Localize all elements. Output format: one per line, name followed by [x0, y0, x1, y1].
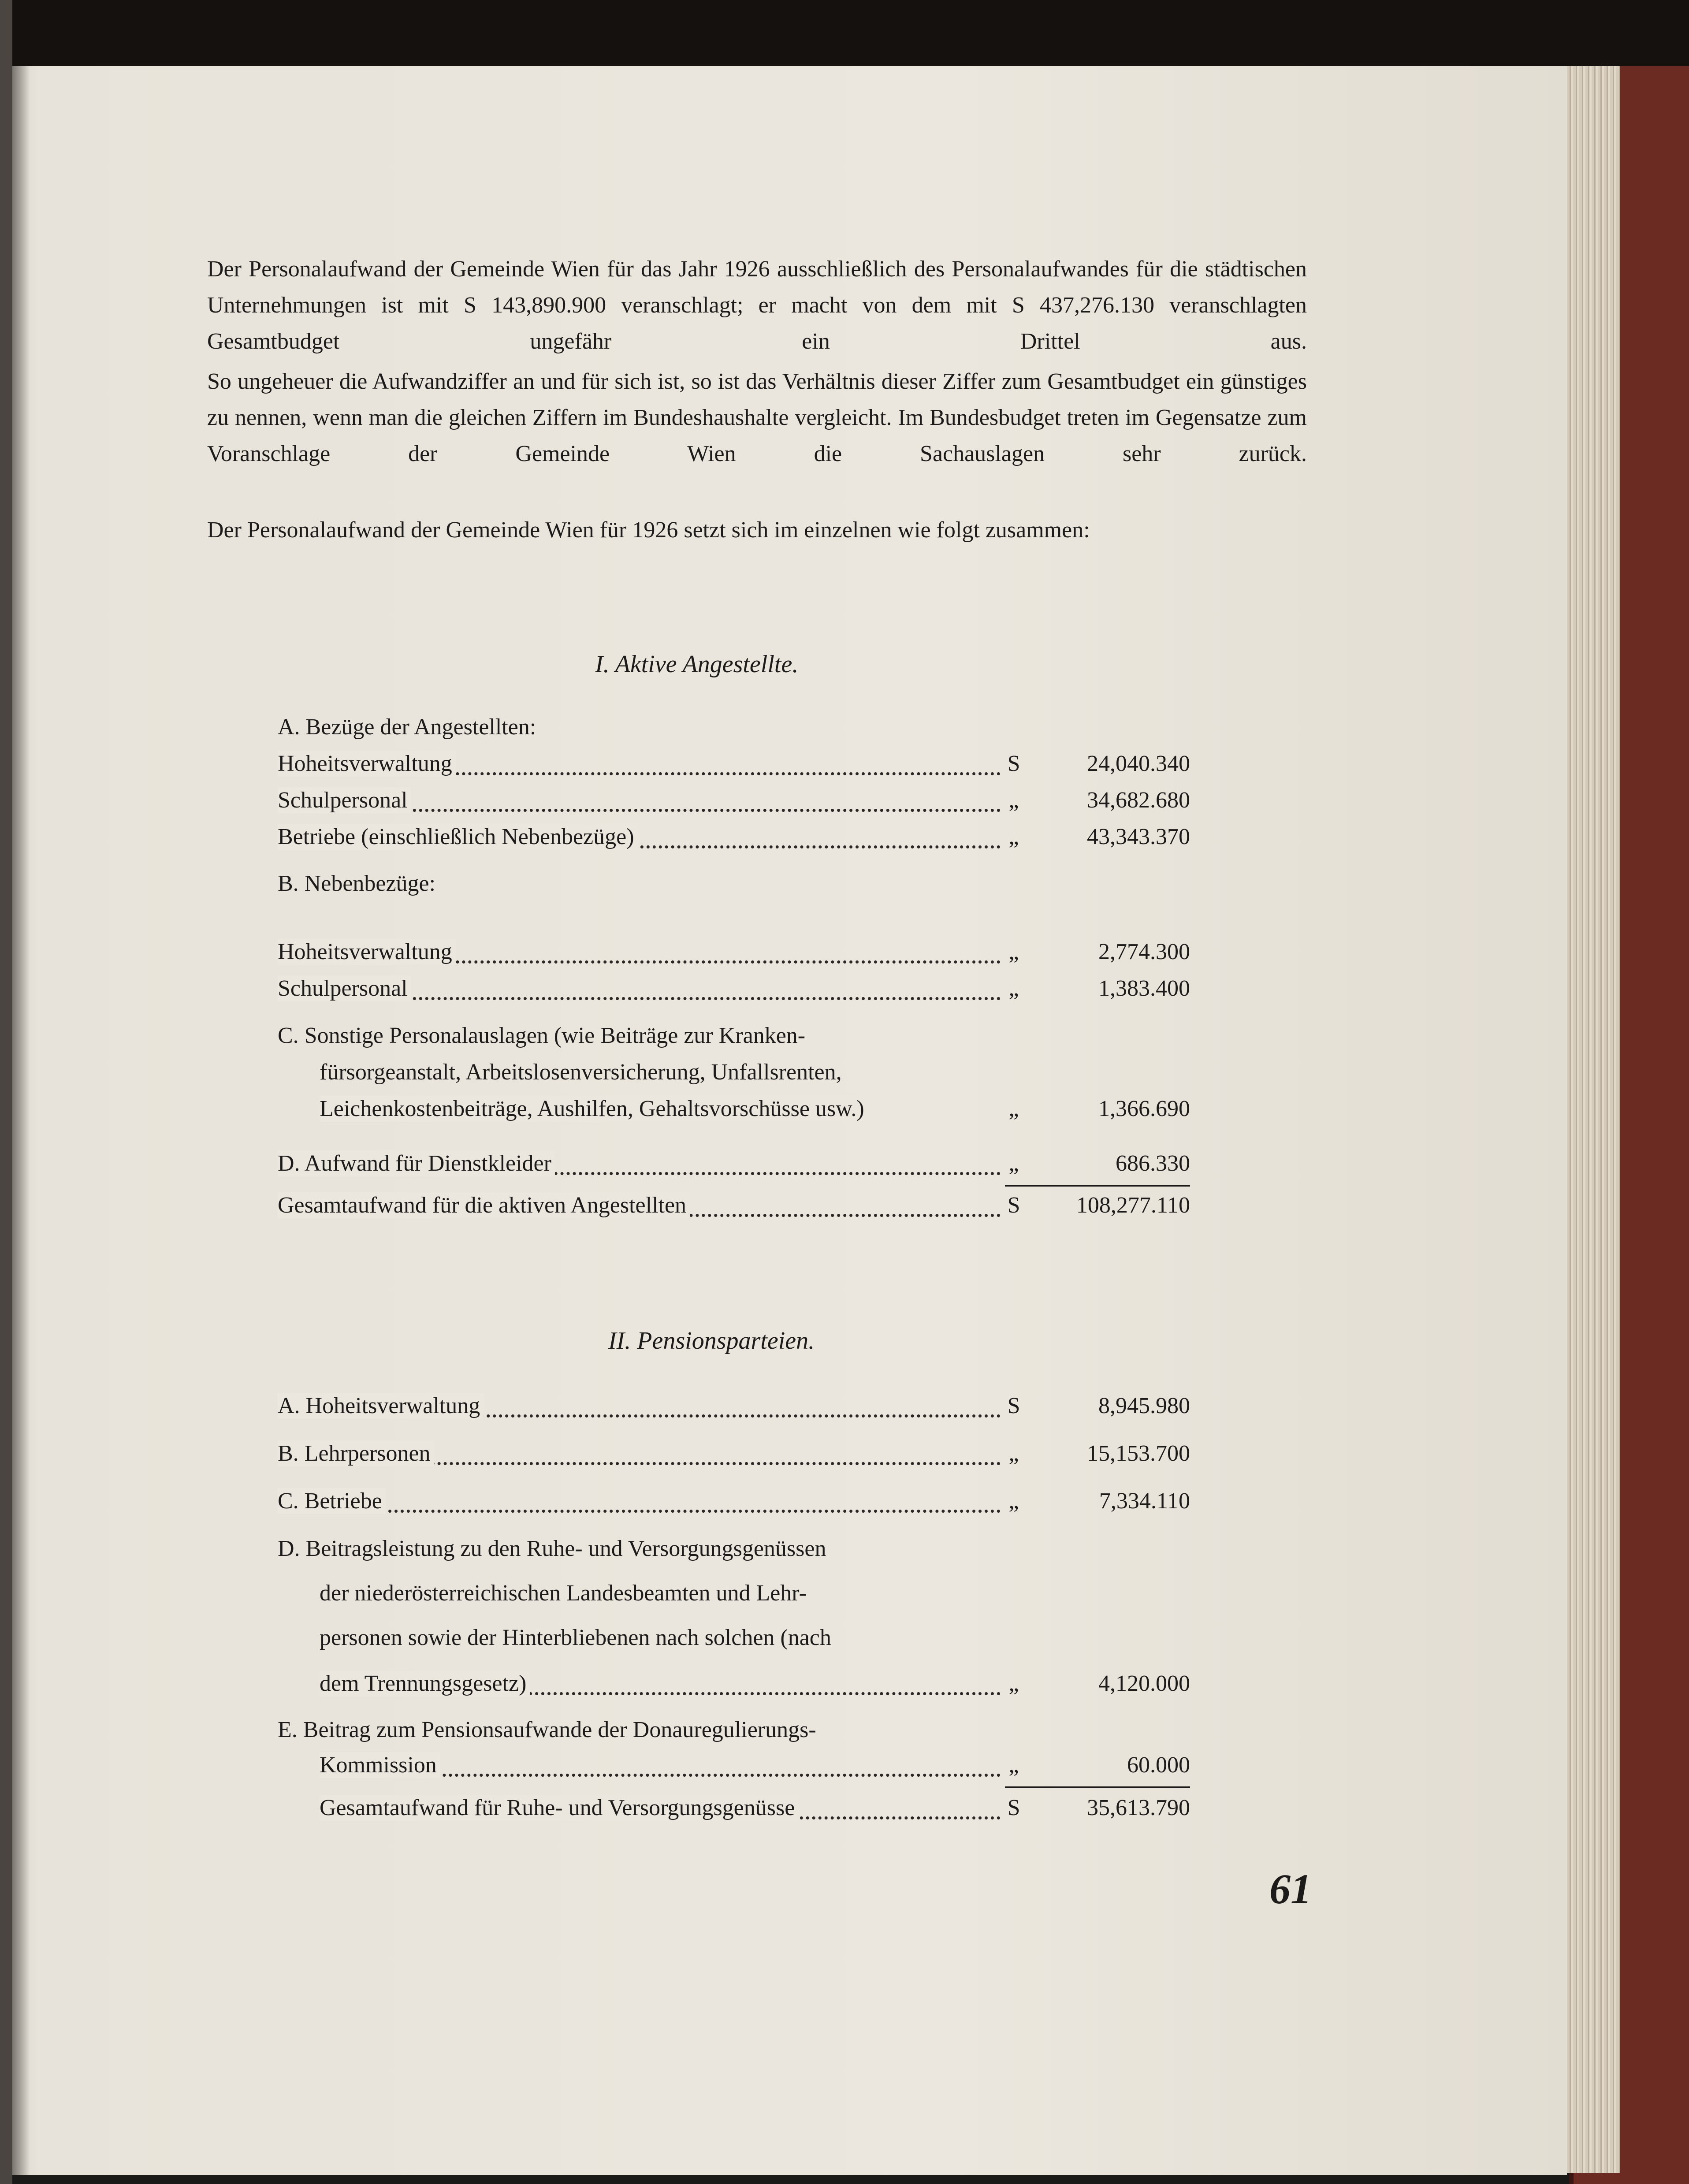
row-amount: 7,334.110 — [1099, 1488, 1190, 1514]
row-amount: 686.330 — [1116, 1151, 1190, 1176]
intro-paragraph-3: Der Personalaufwand der Gemeinde Wien für 1926 setzt sich im einzelnen wie folgt zusammen: — [207, 517, 1090, 543]
intro-paragraph-2: So ungeheuer die Aufwandziffer an und für sich ist, so ist das Verhältnis dieser Ziffer zum Gesamtbudget ein günstiges zu nennen, wenn man die gleichen Ziffern im Bundeshaushalte vergleicht. Im Bundesbudget treten im Gegensatze zum Voranschlage der Gemeinde Wien die Sachauslagen sehr zurück. — [207, 369, 1307, 466]
row-amount: 1,383.400 — [1098, 976, 1190, 1001]
row-amount: 8,945.980 — [1098, 1393, 1190, 1418]
row-label: A. Hoheitsverwaltung — [278, 1393, 484, 1419]
table-row — [278, 939, 1190, 975]
currency-mark: „ — [1008, 1151, 1019, 1176]
row-amount: 43,343.370 — [1087, 824, 1190, 849]
table-row — [278, 1752, 1190, 1788]
table-row — [278, 1488, 1190, 1524]
table-row — [278, 1096, 1190, 1132]
table-row — [278, 824, 1190, 860]
currency-mark: „ — [1008, 824, 1019, 849]
group-label-supplementary: B. Nebenbezüge: — [278, 871, 436, 896]
item-e-line-1: E. Beitrag zum Pensionsaufwande der Donauregulierungs- — [278, 1717, 816, 1742]
currency-mark: „ — [1008, 939, 1019, 964]
currency-mark: „ — [1008, 976, 1019, 1001]
total-row — [278, 1795, 1190, 1831]
section-heading-active-employees: I. Aktive Angestellte. — [595, 651, 799, 678]
table-row — [278, 1440, 1190, 1477]
binding-gutter — [12, 66, 30, 2175]
row-label: Hoheitsverwaltung — [278, 939, 456, 965]
table-row — [278, 975, 1190, 1012]
intro-paragraph-1: Der Personalaufwand der Gemeinde Wien für das Jahr 1926 ausschließlich des Personalaufwandes für die städtischen Unternehmungen ist mit S 143,890.900 veranschlagt; er macht von dem mit S 437,276.130 veranschlagten Gesamtbudget ungefähr ein Drittel aus. — [207, 257, 1307, 354]
total-amount: 108,277.110 — [1076, 1193, 1190, 1218]
row-amount: 2,774.300 — [1098, 939, 1190, 964]
row-label: D. Aufwand für Dienstkleider — [278, 1150, 555, 1176]
row-amount: 24,040.340 — [1087, 751, 1190, 776]
row-label: dem Trennungsgesetz) — [320, 1671, 530, 1697]
row-label: B. Lehrpersonen — [278, 1440, 434, 1466]
row-label: Leichenkostenbeiträge, Aushilfen, Gehaltsvorschüsse usw.) — [320, 1096, 868, 1122]
item-c-line-1: C. Sonstige Personalauslagen (wie Beiträge zur Kranken- — [278, 1023, 806, 1048]
page-number: 61 — [1269, 1865, 1312, 1912]
row-amount: 4,120.000 — [1098, 1671, 1190, 1696]
sum-rule — [1005, 1185, 1190, 1187]
background-left — [0, 0, 12, 2184]
row-label: Hoheitsverwaltung — [278, 751, 456, 777]
item-c-line-2: fürsorgeanstalt, Arbeitslosenversicherung, Unfallsrenten, — [320, 1060, 842, 1085]
group-label-salaries: A. Bezüge der Angestellten: — [278, 714, 536, 740]
row-label: Schulpersonal — [278, 975, 411, 1001]
currency-mark: S — [1007, 1393, 1020, 1418]
section-heading-pensioners: II. Pensionsparteien. — [608, 1327, 815, 1354]
currency-mark: „ — [1008, 1671, 1019, 1696]
currency-mark: S — [1007, 1193, 1020, 1218]
table-row — [278, 751, 1190, 787]
total-label: Gesamtaufwand für die aktiven Angestellten — [278, 1192, 690, 1218]
item-d-line-1: D. Beitragsleistung zu den Ruhe- und Versorgungsgenüssen — [278, 1536, 826, 1561]
row-label: Kommission — [320, 1752, 440, 1778]
currency-mark: S — [1007, 1795, 1020, 1820]
row-label: C. Betriebe — [278, 1488, 386, 1514]
row-amount: 1,366.690 — [1098, 1096, 1190, 1121]
page-edges — [1567, 66, 1620, 2173]
currency-mark: „ — [1008, 1752, 1019, 1778]
item-d-line-2: der niederösterreichischen Landesbeamten und Lehr- — [320, 1581, 807, 1606]
sum-rule — [1005, 1786, 1190, 1788]
total-amount: 35,613.790 — [1087, 1795, 1190, 1820]
table-row — [278, 1393, 1190, 1429]
currency-mark: „ — [1008, 1441, 1019, 1466]
row-amount: 60.000 — [1127, 1752, 1190, 1778]
row-label: Betriebe (einschließlich Nebenbezüge) — [278, 824, 638, 850]
table-row — [278, 1150, 1190, 1187]
total-label: Gesamtaufwand für Ruhe- und Versorgungsgenüsse — [320, 1795, 798, 1821]
row-label: Schulpersonal — [278, 787, 411, 813]
currency-mark: S — [1007, 751, 1020, 776]
row-amount: 34,682.680 — [1087, 788, 1190, 813]
table-row — [278, 1671, 1190, 1707]
total-row — [278, 1192, 1190, 1228]
table-row — [278, 787, 1190, 823]
item-d-line-3: personen sowie der Hinterbliebenen nach solchen (nach — [320, 1625, 831, 1650]
background-top — [0, 0, 1689, 66]
row-amount: 15,153.700 — [1087, 1441, 1190, 1466]
currency-mark: „ — [1008, 1096, 1019, 1121]
currency-mark: „ — [1008, 788, 1019, 813]
currency-mark: „ — [1008, 1488, 1019, 1514]
